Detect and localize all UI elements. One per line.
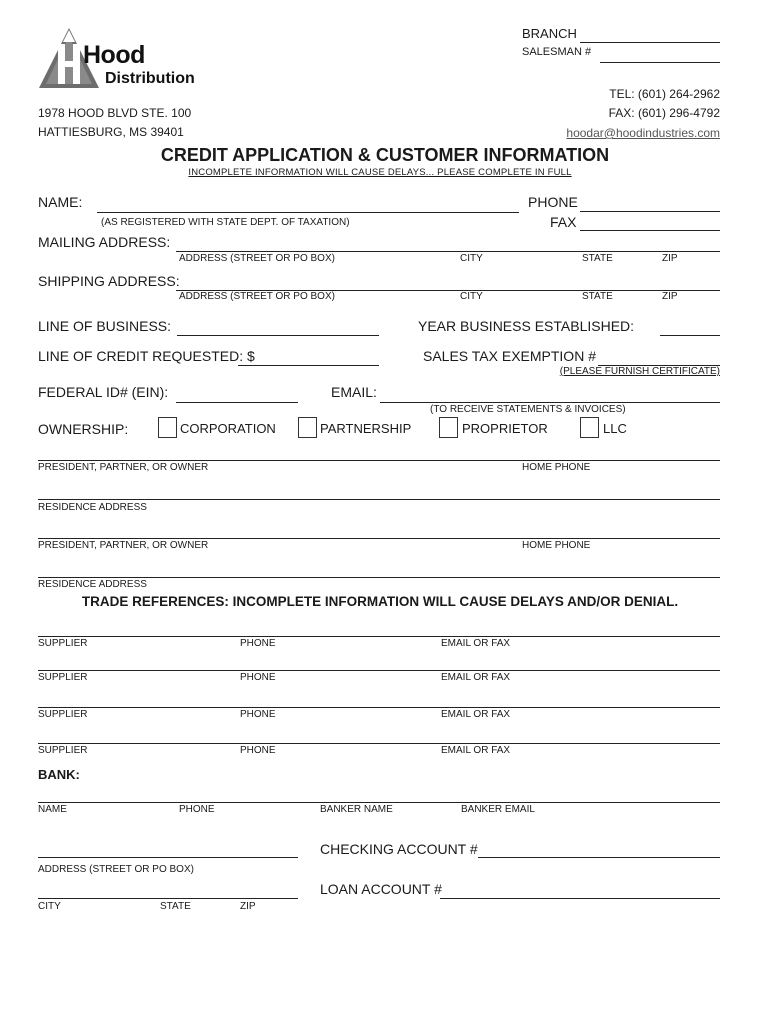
form-title: CREDIT APPLICATION & CUSTOMER INFORMATION (160, 145, 610, 165)
fax-label: FAX (550, 214, 577, 230)
line-of-business-field[interactable] (177, 335, 379, 336)
checking-account-field[interactable] (478, 857, 720, 858)
bank-name-label: NAME (38, 804, 67, 815)
company-address-line2: HATTIESBURG, MS 39401 (38, 125, 184, 139)
name-field[interactable] (97, 212, 519, 213)
company-fax: FAX: (601) 296-4792 (608, 106, 720, 120)
logo-name: Hood (83, 41, 145, 69)
ownership-corporation-checkbox[interactable] (158, 417, 177, 438)
email-field[interactable] (380, 402, 720, 403)
company-logo (37, 26, 217, 90)
mailing-address-field[interactable] (176, 251, 720, 252)
branch-label: BRANCH (522, 26, 577, 41)
officer2-residence-label: RESIDENCE ADDRESS (38, 579, 147, 590)
email-label: EMAIL: (331, 384, 377, 400)
sales-tax-label: SALES TAX EXEMPTION # (423, 348, 596, 364)
sales-tax-note: (PLEASE FURNISH CERTIFICATE) (559, 366, 720, 377)
logo-subname: Distribution (105, 70, 195, 87)
supplier2-email-label: EMAIL OR FAX (441, 672, 511, 683)
bank-phone-label: PHONE (179, 804, 215, 815)
mailing-street-label: ADDRESS (STREET OR PO BOX) (179, 253, 335, 264)
form-subtitle: INCOMPLETE INFORMATION WILL CAUSE DELAYS... PLEASE COMPLETE IN FULL (188, 167, 572, 178)
bank-city-field[interactable] (38, 898, 298, 899)
supplier2-field[interactable] (38, 670, 720, 671)
line-of-business-label: LINE OF BUSINESS: (38, 318, 172, 334)
checking-account-label: CHECKING ACCOUNT # (320, 841, 478, 857)
branch-field[interactable] (580, 42, 720, 43)
officer1-home-phone-label: HOME PHONE (522, 462, 591, 473)
ownership-partnership-label: PARTNERSHIP (320, 421, 412, 436)
shipping-state-label: STATE (582, 291, 613, 302)
salesman-label: SALESMAN # (522, 46, 592, 58)
mailing-zip-label: ZIP (662, 253, 678, 264)
supplier4-phone-label: PHONE (240, 745, 276, 756)
supplier4-email-label: EMAIL OR FAX (441, 745, 511, 756)
ownership-proprietor-checkbox[interactable] (439, 417, 458, 438)
officer2-label: PRESIDENT, PARTNER, OR OWNER (38, 540, 209, 551)
supplier2-phone-label: PHONE (240, 672, 276, 683)
bank-state-label: STATE (160, 901, 191, 912)
shipping-address-label: SHIPPING ADDRESS: (38, 273, 180, 289)
officer2-residence-field[interactable] (38, 577, 720, 578)
bank-address-field[interactable] (38, 857, 298, 858)
line-of-credit-field[interactable] (238, 365, 379, 366)
supplier3-field[interactable] (38, 707, 720, 708)
officer2-home-phone-label: HOME PHONE (522, 540, 591, 551)
officer1-label: PRESIDENT, PARTNER, OR OWNER (38, 462, 209, 473)
banker-name-label: BANKER NAME (320, 804, 393, 815)
federal-id-label: FEDERAL ID# (EIN): (38, 384, 169, 400)
trade-references-heading: TRADE REFERENCES: INCOMPLETE INFORMATION WILL CAUSE DELAYS AND/OR DENIAL. (81, 594, 679, 609)
supplier4-label: SUPPLIER (38, 745, 88, 756)
officer2-field[interactable] (38, 538, 720, 539)
bank-heading: BANK: (38, 767, 80, 782)
officer1-residence-label: RESIDENCE ADDRESS (38, 502, 147, 513)
ownership-llc-checkbox[interactable] (580, 417, 599, 438)
year-established-label: YEAR BUSINESS ESTABLISHED: (418, 318, 635, 334)
phone-label: PHONE (528, 194, 578, 210)
federal-id-field[interactable] (176, 402, 298, 403)
banker-email-label: BANKER EMAIL (461, 804, 535, 815)
bank-city-label: CITY (38, 901, 61, 912)
supplier2-label: SUPPLIER (38, 672, 88, 683)
supplier1-label: SUPPLIER (38, 638, 88, 649)
loan-account-label: LOAN ACCOUNT # (320, 881, 442, 897)
fax-field[interactable] (580, 230, 720, 231)
ownership-corporation-label: CORPORATION (180, 421, 276, 436)
company-tel: TEL: (601) 264-2962 (609, 87, 720, 101)
name-note: (AS REGISTERED WITH STATE DEPT. OF TAXATION) (101, 217, 350, 228)
ownership-llc-label: LLC (603, 421, 627, 436)
supplier3-email-label: EMAIL OR FAX (441, 709, 511, 720)
supplier1-phone-label: PHONE (240, 638, 276, 649)
ownership-proprietor-label: PROPRIETOR (462, 421, 548, 436)
shipping-city-label: CITY (460, 291, 483, 302)
mailing-city-label: CITY (460, 253, 483, 264)
mailing-state-label: STATE (582, 253, 613, 264)
supplier4-field[interactable] (38, 743, 720, 744)
salesman-field[interactable] (600, 62, 720, 63)
supplier3-phone-label: PHONE (240, 709, 276, 720)
year-established-field[interactable] (660, 335, 720, 336)
email-note: (TO RECEIVE STATEMENTS & INVOICES) (430, 404, 626, 415)
officer1-residence-field[interactable] (38, 499, 720, 500)
supplier1-email-label: EMAIL OR FAX (441, 638, 511, 649)
bank-zip-label: ZIP (240, 901, 256, 912)
loan-account-field[interactable] (440, 898, 720, 899)
mailing-address-label: MAILING ADDRESS: (38, 234, 171, 250)
phone-field[interactable] (580, 211, 720, 212)
ownership-label: OWNERSHIP: (38, 421, 129, 437)
bank-address-label: ADDRESS (STREET OR PO BOX) (38, 864, 194, 875)
line-of-credit-label: LINE OF CREDIT REQUESTED: $ (38, 348, 255, 364)
shipping-street-label: ADDRESS (STREET OR PO BOX) (179, 291, 335, 302)
company-email[interactable]: hoodar@hoodindustries.com (566, 126, 720, 140)
supplier1-field[interactable] (38, 636, 720, 637)
name-label: NAME: (38, 194, 83, 210)
officer1-field[interactable] (38, 460, 720, 461)
bank-field[interactable] (38, 802, 720, 803)
company-address-line1: 1978 HOOD BLVD STE. 100 (38, 106, 192, 120)
shipping-zip-label: ZIP (662, 291, 678, 302)
supplier3-label: SUPPLIER (38, 709, 88, 720)
ownership-partnership-checkbox[interactable] (298, 417, 317, 438)
